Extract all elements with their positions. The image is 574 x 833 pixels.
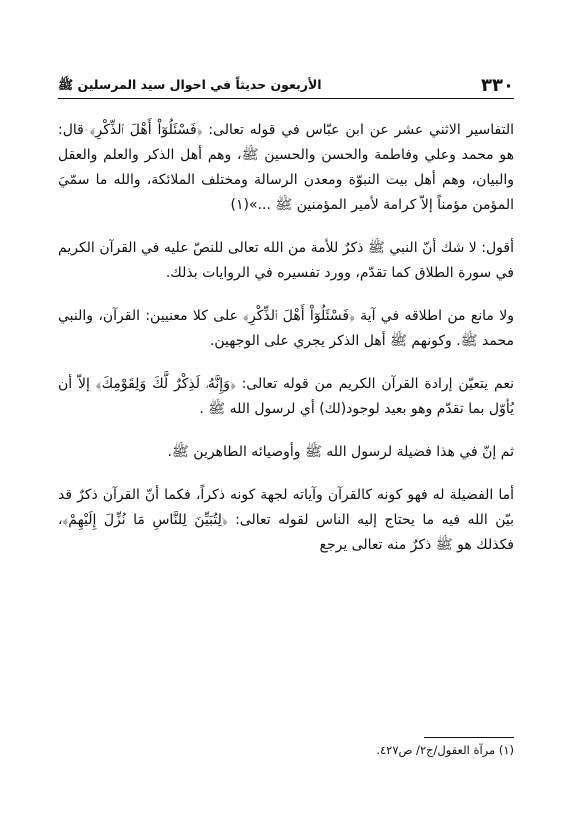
paragraph: ثم إنّ في هذا فضيلة لرسول الله ﷺ وأوصيائه الطاهرين ﷺ.	[167, 444, 514, 460]
paragraph: أقول: لا شك أنّ النبي ﷺ ذكرٌ للأمة من الله تعالى للنصّ عليه في القرآن الكريم في سورة الطلاق كما تقدّم، وورد تفسيره في الروايات بذلك.	[58, 240, 514, 281]
footnote: (١) مرآة العقول/ج٢/ ص٤٢٧.	[376, 743, 514, 757]
paragraph: أما الفضيلة له فهو كونه كالقرآن وآياته لجهة كونه ذكراً، فكما أنّ القرآن ذكرٌ قد بيّن الله فيه ما يحتاج إليه الناس لقوله تعالى: ﴿لِتُبَيِّنَ لِلنَّاسِ مَا نُزِّلَ إِلَيْهِمْ﴾، فكذلك هو ﷺ ذكرٌ منه تعالى يرجع	[58, 487, 514, 553]
running-title: الأربعون حديثاً في احوال سيد المرسلين ﷺ	[58, 77, 322, 92]
paragraph: نعم يتعيّن إرادة القرآن الكريم من قوله تعالى: ﴿وَإِنَّهُۥ لَذِكْرٌ لَّكَ وَلِقَوْمِكَ﴾ إلاّ أن يُأوّل بما تقدّم وهو بعيد لوجود(لك) أي لرسول الله ﷺ .	[58, 376, 514, 417]
footnote-divider	[424, 737, 514, 738]
paragraph: ولا مانع من اطلاقه في آية ﴿فَسْئَلُوٓاْ أَهْلَ ٱلذِّكْرِ﴾ على كلا معنيين: القرآن، والنبي محمد ﷺ. وكونهم ﷺ أهل الذكر يجري على الوجهين.	[58, 308, 514, 349]
body-text	[58, 118, 514, 576]
page-header	[58, 70, 514, 99]
page-number: ٣٣٠	[481, 75, 514, 96]
paragraph: التفاسير الاثني عشر عن ابن عبّاس في قوله تعالى: ﴿فَسْئَلُوٓاْ أَهْلَ ٱلذِّكْرِ﴾ قال: هو محمد وعلي وفاطمة والحسن والحسين ﷺ، وهم أهل الذكر والعلم والعقل والبيان، وهم أهل بيت النبوّة ومعدن الرسالة ومختلف الملائكة، والله ما سمّيَ المؤمن مؤمناً إلاّ كرامة لأمير المؤمنين ﷺ ...»(١)	[58, 122, 514, 213]
